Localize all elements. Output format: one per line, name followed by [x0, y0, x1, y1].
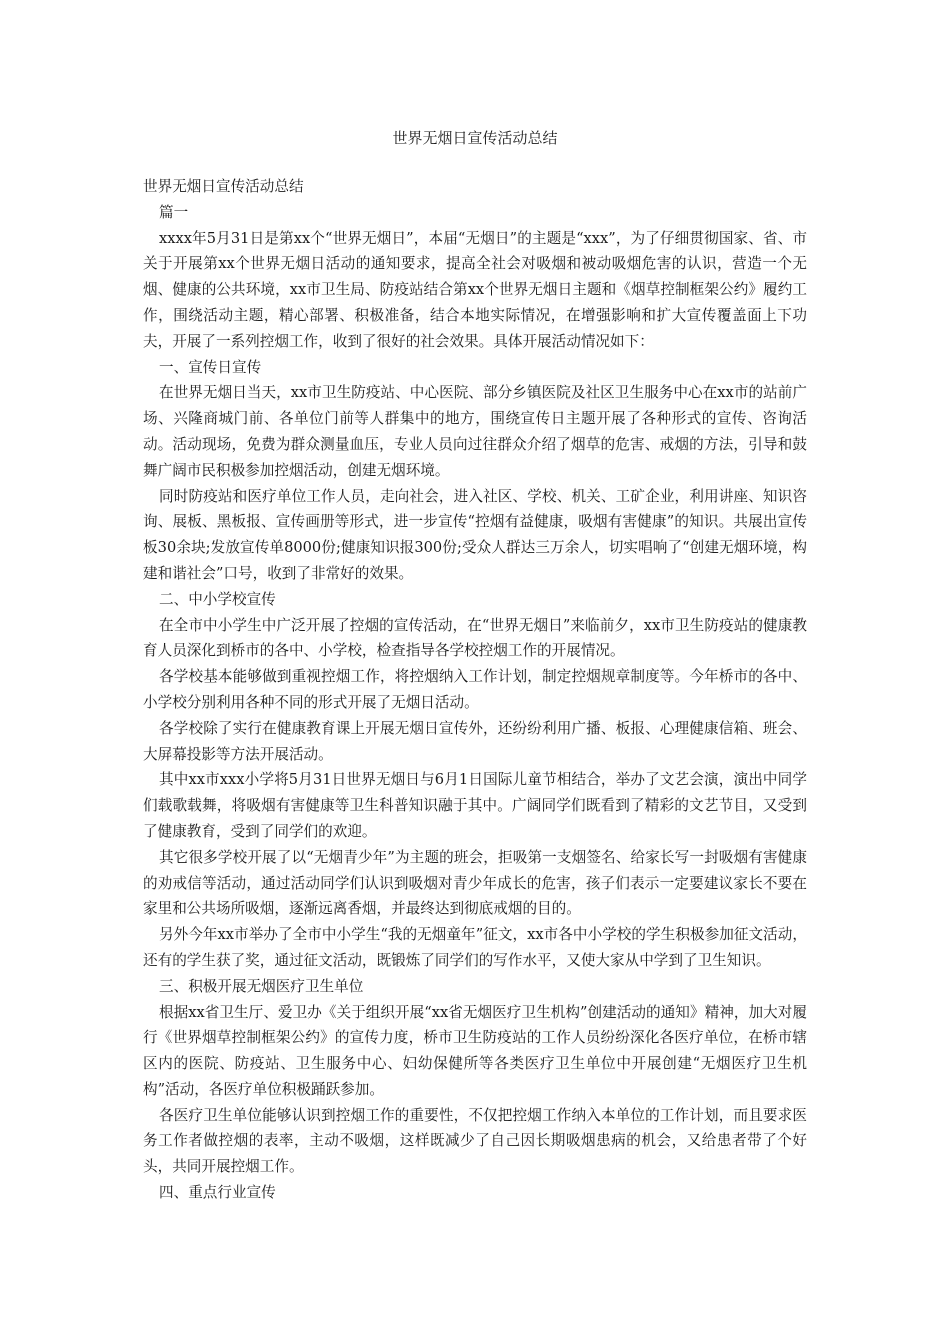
document-title: 世界无烟日宣传活动总结 [392, 129, 558, 147]
document-subtitle: 世界无烟日宣传活动总结 [143, 178, 304, 195]
body-paragraph: 篇一 [159, 203, 189, 221]
body-paragraph: 一、宣传日宣传 [159, 358, 262, 376]
body-paragraph: 在全市中小学生中广泛开展了控烟的宣传活动，在“世界无烟日”来临前夕，xx市卫生防疫站的健康教育人员深化到桥市的各中、小学校，检查指导各学校控烟工作的开展情况。 [143, 616, 807, 660]
body-paragraph: 各学校基本能够做到重视控烟工作，将控烟纳入工作计划，制定控烟规章制度等。今年桥市的各中、小学校分别利用各种不同的形式开展了无烟日活动。 [143, 668, 807, 711]
body-paragraph: 同时防疫站和医疗单位工作人员，走向社会，进入社区、学校、机关、工矿企业，利用讲座、知识咨询、展板、黑板报、宣传画册等形式，进一步宣传“控烟有益健康，吸烟有害健康”的知识。共展出宣传板30余块;发放宣传单8000份;健康知识报300份;受众人群达三万余人，切实唱响了“创建无烟环境，构建和谐社会”口号，收到了非常好的效果。 [143, 487, 807, 582]
body-paragraph: 其它很多学校开展了以“无烟青少年”为主题的班会，拒吸第一支烟签名、给家长写一封吸烟有害健康的劝戒信等活动，通过活动同学们认识到吸烟对青少年成长的危害，孩子们表示一定要建议家长不要在家里和公共场所吸烟，逐渐远离香烟，并最终达到彻底戒烟的目的。 [143, 848, 807, 918]
body-paragraph: 二、中小学校宣传 [159, 590, 276, 608]
body-paragraph: 其中xx市xxx小学将5月31日世界无烟日与6月1日国际儿童节相结合，举办了文艺会演，演出中同学们载歌载舞，将吸烟有害健康等卫生科普知识融于其中。广阔同学们既看到了精彩的文艺节目，又受到了健康教育，受到了同学们的欢迎。 [143, 771, 807, 840]
body-paragraph: 三、积极开展无烟医疗卫生单位 [159, 977, 364, 995]
document-body [143, 174, 807, 1206]
body-paragraph: 在世界无烟日当天，xx市卫生防疫站、中心医院、部分乡镇医院及社区卫生服务中心在xx市的站前广场、兴隆商城门前、各单位门前等人群集中的地方，围绕宣传日主题开展了各种形式的宣传、咨询活动。活动现场，免费为群众测量血压，专业人员向过往群众介绍了烟草的危害、戒烟的方法，引导和鼓舞广阔市民积极参加控烟活动，创建无烟环境。 [143, 384, 807, 479]
body-paragraph: 各医疗卫生单位能够认识到控烟工作的重要性，不仅把控烟工作纳入本单位的工作计划，而且要求医务工作者做控烟的表率，主动不吸烟，这样既减少了自己因长期吸烟患病的机会，又给患者带了个好头，共同开展控烟工作。 [143, 1106, 807, 1176]
body-paragraph: 四、重点行业宣传 [159, 1184, 276, 1202]
body-paragraph: 根据xx省卫生厅、爱卫办《关于组织开展“xx省无烟医疗卫生机构”创建活动的通知》精神，加大对履行《世界烟草控制框架公约》的宣传力度，桥市卫生防疫站的工作人员纷纷深化各医疗单位，在桥市辖区内的医院、防疫站、卫生服务中心、妇幼保健所等各类医疗卫生单位中开展创建“无烟医疗卫生机构”活动，各医疗单位积极踊跃参加。 [143, 1003, 807, 1098]
body-paragraph: 另外今年xx市举办了全市中小学生“我的无烟童年”征文，xx市各中小学校的学生积极参加征文活动，还有的学生获了奖，通过征文活动，既锻炼了同学们的写作水平，又使大家从中学到了卫生知识。 [143, 926, 807, 969]
body-paragraph: 各学校除了实行在健康教育课上开展无烟日宣传外，还纷纷利用广播、板报、心理健康信箱、班会、大屏幕投影等方法开展活动。 [143, 719, 807, 763]
body-paragraph: xxxx年5月31日是第xx个“世界无烟日”，本届“无烟日”的主题是“xxx”，为了仔细贯彻国家、省、市关于开展第xx个世界无烟日活动的通知要求，提高全社会对吸烟和被动吸烟危害的认识，营造一个无烟、健康的公共环境，xx市卫生局、防疫站结合第xx个世界无烟日主题和《烟草控制框架公约》履约工作，围绕活动主题，精心部署、积极准备，结合本地实际情况，在增强影响和扩大宣传覆盖面上下功夫，开展了一系列控烟工作，收到了很好的社会效果。具体开展活动情况如下： [143, 229, 807, 350]
